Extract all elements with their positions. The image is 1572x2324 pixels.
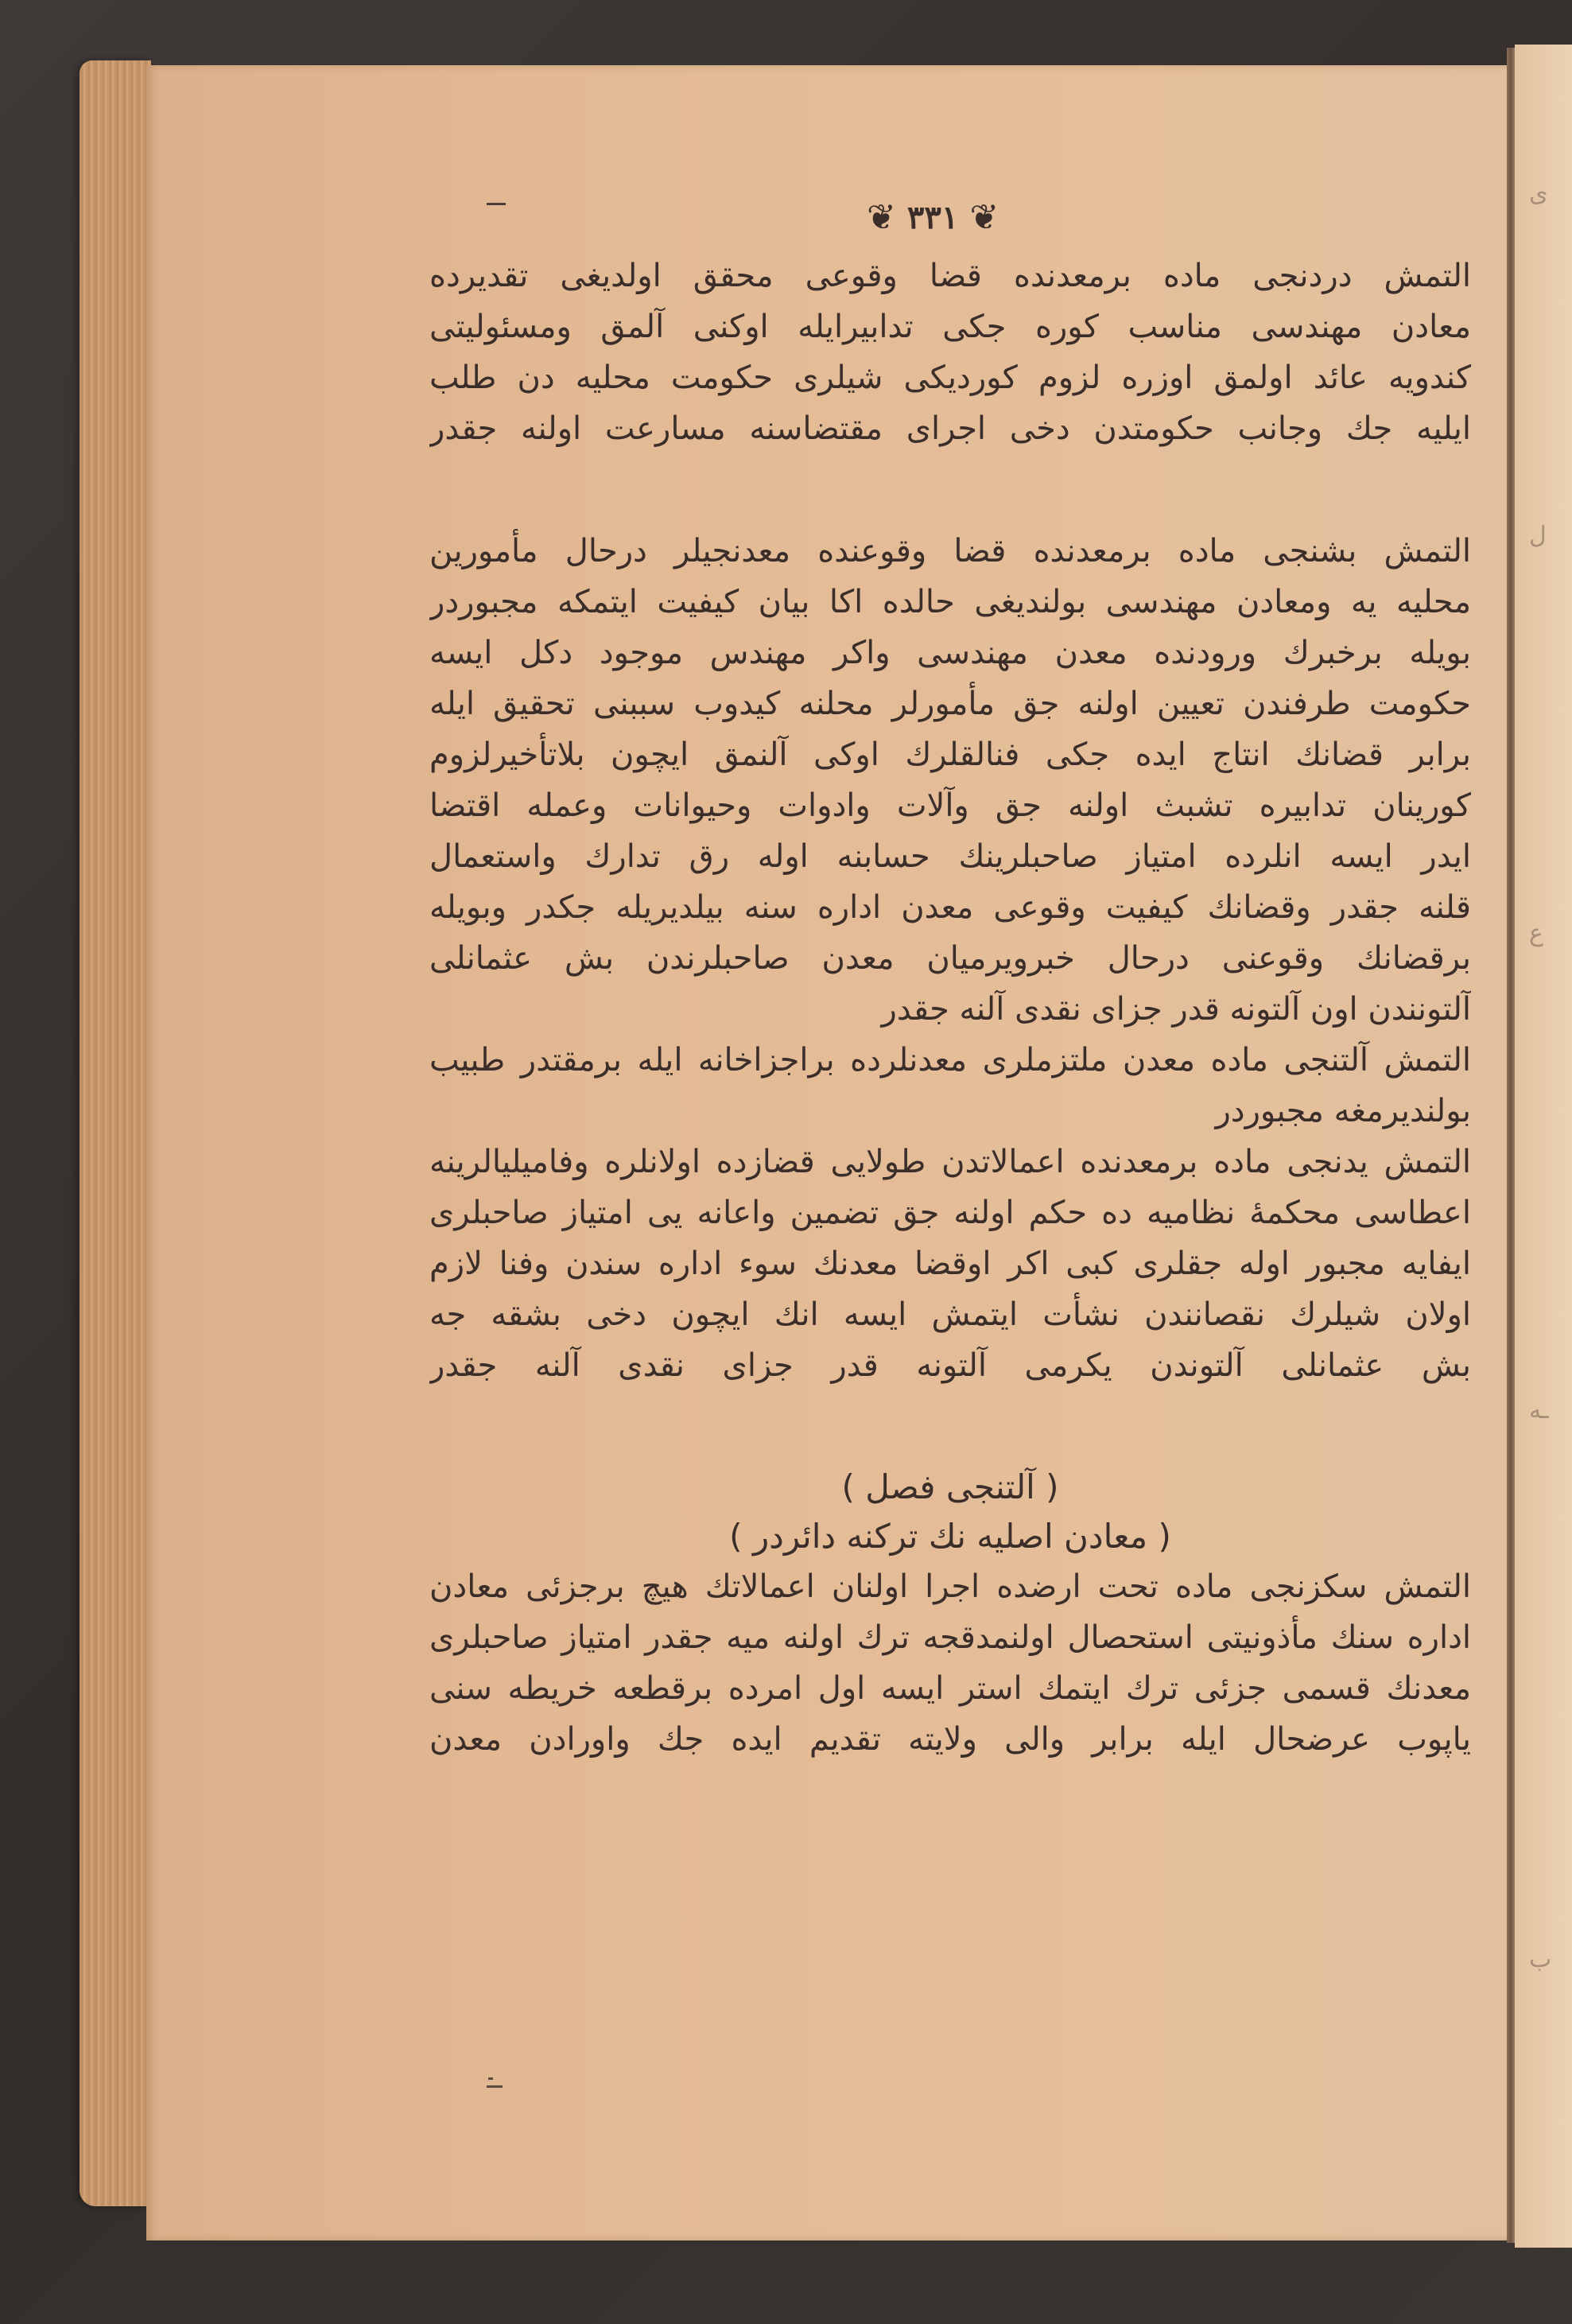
ghost-glyph: ع — [1529, 919, 1543, 947]
printer-mark — [487, 2085, 503, 2088]
ghost-glyph: ب — [1529, 1945, 1552, 1973]
adjacent-page — [1515, 45, 1572, 2248]
text-line: برابر قضانك انتاج ایده جكی فنالقلرك اوكی آلنمق ایچون بلاتأخیرلزوم — [429, 736, 1471, 773]
text-line: آلتونندن اون آلتونه قدر جزای نقدی آلنه جقدر — [881, 991, 1471, 1028]
fleuron-icon: ❦ — [867, 196, 896, 238]
book-gutter — [1507, 48, 1515, 2243]
article-66 — [429, 1035, 1471, 1137]
text-line: كندویه عائد اولمق اوزره لزوم كوردیكی شیلری حكومت محلیه دن طلب — [429, 359, 1471, 396]
text-line: معادن مهندسی مناسب كوره جكی تدابیرایله اوكنی آلمق ومسئولیتی — [429, 309, 1471, 345]
ghost-glyph: ـه — [1529, 1397, 1549, 1424]
text-line: بش عثمانلی آلتوندن یكرمی آلتونه قدر جزای نقدی آلنه جقدر — [429, 1347, 1471, 1384]
text-line: اعطاسی محكمهٔ نظامیه ده حكم اولنه جق تضمین واعانه یی امتیاز صاحبلری — [429, 1195, 1471, 1231]
text-line: بولندیرمغه مجبوردر — [1215, 1093, 1471, 1129]
page-number-group — [867, 196, 999, 238]
text-line: حكومت طرفندن تعیین اولنه جق مأمورلر محلنه كیدوب سببنی تحقیق ایله — [429, 686, 1471, 722]
text-line: برقضانك وقوعنی درحال خبرویرمیان معدن صاحبلرندن بش عثمانلی — [429, 940, 1471, 977]
fleuron-icon: ❦ — [969, 196, 999, 238]
text-line: التمش آلتنجی ماده معدن ملتزملری معدنلرده براجزاخانه ایله برمقتدر طبیب — [429, 1042, 1471, 1078]
text-line: التمش بشنجی ماده برمعدنده قضا وقوعنده معدنجیلر درحال مأمورین — [429, 533, 1471, 569]
text-line: ایفایه مجبور اوله جقلری كبی اكر اوقضا معدنك سوء اداره سندن وفنا لازم — [429, 1246, 1471, 1282]
text-line: بویله برخبرك ورودنده معدن مهندسی واكر مهندس موجود دكل ایسه — [429, 635, 1471, 671]
text-line: یاپوب عرضحال ایله برابر والی ولایته تقدیم ایده جك واورادن معدن — [429, 1721, 1471, 1758]
text-line: اداره سنك مأذونیتی استحصال اولنمدقجه ترك اولنه میه جقدر امتیاز صاحبلری — [429, 1619, 1471, 1656]
text-line: قلنه جقدر وقضانك كیفیت وقوعی معدن اداره سنه بیلدیریله جكدر وبویله — [429, 889, 1471, 926]
text-line: ایدر ایسه انلرده امتیاز صاحبلرینك حسابنه اوله رق تدارك واستعمال — [429, 838, 1471, 875]
page-edges — [80, 60, 151, 2206]
text-line: ایلیه جك وجانب حكومتدن دخی اجرای مقتضاسنه مسارعت اولنه جقدر — [429, 410, 1471, 447]
ghost-glyph: ل — [1529, 522, 1547, 550]
text-line: التمش سكزنجی ماده تحت ارضده اجرا اولنان اعمالاتك هیچ برجزئی معادن — [429, 1568, 1471, 1605]
text-line: اولان شیلرك نقصانندن نشأت ایتمش ایسه انك ایچون دخی بشقه جه — [429, 1296, 1471, 1333]
article-67 — [429, 1137, 1471, 1391]
text-line: كورینان تدابیره تشبث اولنه جق وآلات وادوات وحیوانات وعمله اقتضا — [429, 787, 1471, 824]
article-68 — [429, 1561, 1471, 1765]
article-65 — [429, 526, 1471, 1035]
article-64 — [429, 251, 1471, 454]
page-header — [0, 196, 1572, 247]
text-line: معدنك قسمی جزئی ترك ایتمك استر ایسه اول امرده برقطعه خریطه سنی — [429, 1670, 1471, 1707]
body-text — [429, 251, 1471, 1765]
ghost-glyph: ی — [1529, 180, 1548, 208]
chapter-title: ( آلتنجی فصل ) — [841, 1467, 1059, 1506]
printer-mark — [488, 2077, 493, 2080]
text-line: التمش یدنجی ماده برمعدنده اعمالاتدن طولایی قضازده اولانلره وفامیلیالرینه — [429, 1144, 1471, 1180]
text-line: التمش دردنجی ماده برمعدنده قضا وقوعی محقق اولدیغی تقدیرده — [429, 258, 1471, 294]
page-number: ٣٣١ — [906, 199, 959, 236]
chapter-subtitle: ( معادن اصلیه نك تركنه دائردر ) — [729, 1517, 1171, 1556]
text-line: محلیه یه ومعادن مهندسی بولندیغی حالده اكا بیان كیفیت ایتمكه مجبوردر — [429, 584, 1471, 620]
